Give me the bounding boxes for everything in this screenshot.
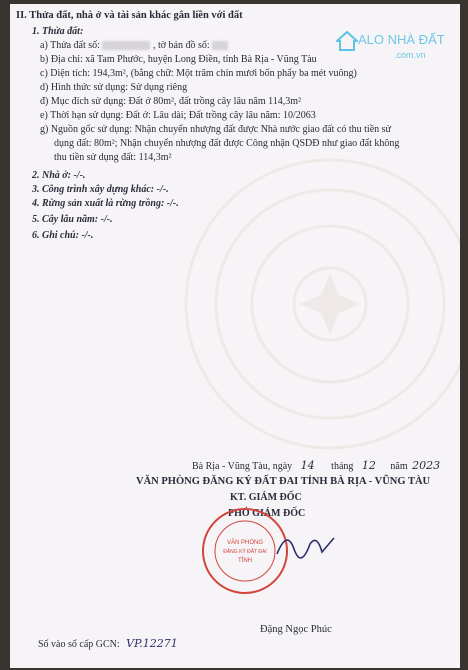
issuing-office: VĂN PHÒNG ĐĂNG KÝ ĐẤT ĐAI TỈNH BÀ RỊA - VŨNG TÀU [136, 476, 431, 487]
seal-text-1: VĂN PHÒNG [226, 540, 264, 546]
item-1e-term: e) Thời hạn sử dụng: Đất ở: Lâu dài; Đất trồng cây lâu năm: 10/2063 [40, 110, 316, 121]
item-2-house: 2. Nhà ở: -/-. [32, 170, 86, 181]
signer-name: Đặng Ngọc Phúc [260, 624, 332, 635]
item-1a [40, 40, 228, 52]
registry-value: VP.12271 [126, 637, 178, 650]
item-1c-area: c) Diện tích: 194,3m², (bằng chữ: Một trăm chín mươi bốn phẩy ba mét vuông) [40, 68, 357, 79]
kt-director: KT. GIÁM ĐỐC [230, 492, 302, 503]
deputy-director: PHÓ GIÁM ĐỐC [228, 508, 306, 519]
seal-text-2: ĐĂNG KÝ ĐẤT ĐAI [223, 549, 267, 555]
seal-text-3: TỈNH [238, 558, 252, 564]
registry-label: Số vào sổ cấp GCN: [38, 639, 120, 650]
registry-number [38, 638, 178, 651]
month-handwritten: 12 [361, 459, 376, 472]
watermark-subtext: .com.vn [394, 50, 426, 60]
item-1g-origin-line1: g) Nguồn gốc sử dụng: Nhận chuyển nhượng đất được Nhà nước giao đất có thu tiền sử [40, 124, 391, 135]
place-label: Bà Rịa - Vũng Tàu, ngày [192, 461, 293, 472]
item-6-notes: 6. Ghi chú: -/-. [32, 230, 94, 241]
redacted-parcel-number [102, 41, 150, 50]
map-sheet-label: , tờ bản đồ số: [152, 40, 210, 51]
signature [272, 524, 342, 564]
item-1b-address: b) Địa chỉ: xã Tam Phước, huyện Long Điền, tỉnh Bà Rịa - Vũng Tàu [40, 54, 317, 65]
parcel-number-label: a) Thửa đất số: [40, 40, 100, 51]
watermark-text: ALO NHÀ ĐẤT [358, 32, 445, 47]
item-5-perennial: 5. Cây lâu năm: -/-. [32, 214, 113, 225]
item-4-forest: 4. Rừng sản xuất là rừng trồng: -/-. [32, 198, 179, 209]
year-handwritten: 2023 [412, 459, 441, 472]
item-1dd-purpose: đ) Mục đích sử dụng: Đất ở 80m², đất trồng cây lâu năm 114,3m² [40, 96, 302, 107]
place-date [192, 460, 440, 473]
section-title: II. Thửa đất, nhà ở và tài sản khác gắn liền với đất [16, 10, 243, 21]
day-handwritten: 14 [300, 459, 315, 472]
item-1-heading: 1. Thửa đất: [32, 26, 84, 37]
item-1d-usage-form: d) Hình thức sử dụng: Sử dụng riêng [40, 82, 188, 93]
item-1g-origin-line3: thu tiền sử dụng đất: 114,3m² [54, 152, 172, 163]
drum-pattern-background [180, 154, 460, 454]
month-label: tháng [331, 461, 354, 472]
house-icon [336, 30, 358, 52]
redacted-map-number [212, 41, 228, 50]
item-1g-origin-line2: dụng đất: 80m²; Nhận chuyển nhượng đất được Công nhận QSDĐ như giao đất không [54, 138, 400, 149]
year-label: năm [390, 461, 408, 472]
certificate-page [10, 4, 460, 668]
item-3-other-works: 3. Công trình xây dựng khác: -/-. [32, 184, 169, 195]
